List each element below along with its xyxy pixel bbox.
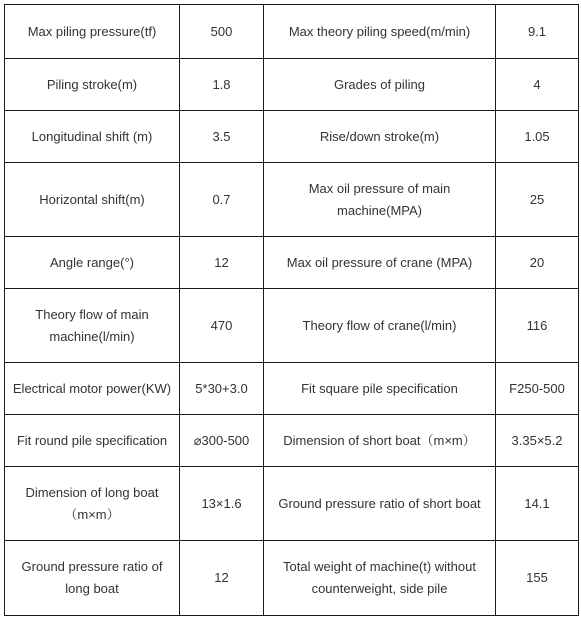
table-cell: 4 <box>496 59 579 111</box>
table-cell: 500 <box>180 5 264 59</box>
table-cell: 5*30+3.0 <box>180 363 264 415</box>
table-cell: Angle range(°) <box>5 237 180 289</box>
table-cell: 14.1 <box>496 467 579 541</box>
table-row <box>5 289 579 363</box>
table-cell: Fit round pile specification <box>5 415 180 467</box>
table-cell: 470 <box>180 289 264 363</box>
table-cell: 20 <box>496 237 579 289</box>
table-cell: Electrical motor power(KW) <box>5 363 180 415</box>
table-cell: Longitudinal shift (m) <box>5 111 180 163</box>
table-cell: Max oil pressure of main machine(MPA) <box>264 163 496 237</box>
table-cell: 25 <box>496 163 579 237</box>
spec-table <box>4 4 579 616</box>
table-row <box>5 415 579 467</box>
table-row <box>5 237 579 289</box>
table-cell: Max piling pressure(tf) <box>5 5 180 59</box>
table-cell: Dimension of long boat（m×m） <box>5 467 180 541</box>
table-cell: Grades of piling <box>264 59 496 111</box>
table-cell: 9.1 <box>496 5 579 59</box>
table-row <box>5 363 579 415</box>
table-cell: 3.35×5.2 <box>496 415 579 467</box>
table-cell: Rise/down stroke(m) <box>264 111 496 163</box>
table-cell: Fit square pile specification <box>264 363 496 415</box>
table-row <box>5 59 579 111</box>
table-cell: F250-500 <box>496 363 579 415</box>
table-cell: Theory flow of crane(l/min) <box>264 289 496 363</box>
table-cell: Max theory piling speed(m/min) <box>264 5 496 59</box>
table-cell: Theory flow of main machine(l/min) <box>5 289 180 363</box>
table-cell: 0.7 <box>180 163 264 237</box>
table-cell: 12 <box>180 237 264 289</box>
table-cell: 13×1.6 <box>180 467 264 541</box>
table-cell: Ground pressure ratio of short boat <box>264 467 496 541</box>
table-row <box>5 541 579 616</box>
table-row <box>5 111 579 163</box>
table-cell: 116 <box>496 289 579 363</box>
table-cell: 12 <box>180 541 264 616</box>
table-cell: Total weight of machine(t) without counterweight, side pile <box>264 541 496 616</box>
table-cell: 155 <box>496 541 579 616</box>
table-cell: 1.05 <box>496 111 579 163</box>
table-row <box>5 5 579 59</box>
table-cell: 1.8 <box>180 59 264 111</box>
table-cell: 3.5 <box>180 111 264 163</box>
table-cell: Dimension of short boat（m×m） <box>264 415 496 467</box>
table-cell: ⌀300-500 <box>180 415 264 467</box>
table-cell: Ground pressure ratio of long boat <box>5 541 180 616</box>
table-row <box>5 163 579 237</box>
table-cell: Max oil pressure of crane (MPA) <box>264 237 496 289</box>
table-row <box>5 467 579 541</box>
table-cell: Piling stroke(m) <box>5 59 180 111</box>
table-cell: Horizontal shift(m) <box>5 163 180 237</box>
